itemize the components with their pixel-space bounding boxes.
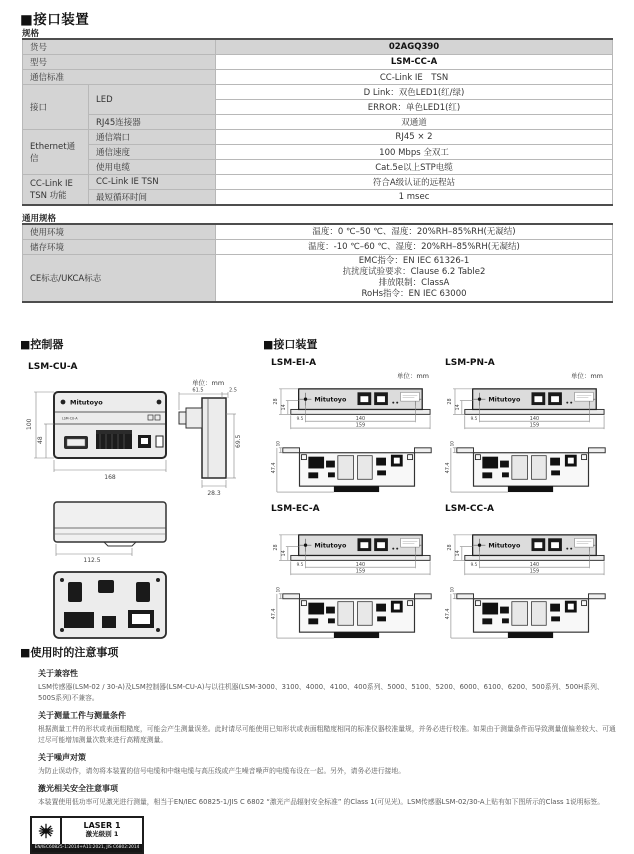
table-row [23,255,613,303]
interface-section-title: ■接口装置 [263,338,318,351]
precaution-heading: 关于兼容性 [38,669,78,678]
spec-value: 100 Mbps 全双工 [216,145,613,160]
interface-drawing-section [263,336,617,648]
model-label: LSM-EC-A [271,504,320,514]
precaution-body: LSM传感器(LSM-02 / 30-A)及LSM控制器(LSM-CU-A)与以往机器(LSM-3000、3100、4000、4100、400系列、5000、5100、5200、6000、6100、6200、500系列、500H系列、500S系列)不兼容。 [38,683,604,702]
svg-text:69.5: 69.5 [235,434,242,448]
table-row [23,130,613,145]
table-row [23,190,613,206]
precaution-compatibility [38,668,616,704]
gen-value: 温度：0 ℃–50 ℃、湿度：20%RH–85%RH(无凝结) [216,224,613,240]
interface-bottom-drawing [271,437,443,496]
table-row [23,160,613,175]
ce-line: 排放限制：ClassA [378,278,450,288]
table-row [23,115,613,130]
interface-drawing-lsm-ec-a [271,504,443,646]
spec-label: 货号 [23,39,216,55]
spec-sublabel: 通信端口 [89,130,216,145]
spec-value: 符合A级认证的远程站 [216,175,613,190]
controller-front-side-drawing [22,386,248,504]
laser-standards-strip: EN/IEC60825-1:2014+A11:2021, JIS C6802:2014 [32,844,142,852]
general-table-title: 通用规格 [22,214,57,224]
spec-value: D Link：双色LED1(红/绿) [216,85,613,100]
interface-front-drawing [271,382,443,433]
spec-value: 1 msec [216,190,613,206]
interface-front-drawing [271,528,443,579]
model-label: LSM-EI-A [271,358,317,368]
precaution-heading: 关于测量工件与测量条件 [38,711,126,720]
spec-value: RJ45 × 2 [216,130,613,145]
laser-class-line-cn: 激光级别 1 [85,830,119,838]
interface-front-drawing [445,382,617,433]
spec-label: 型号 [23,55,216,70]
interface-drawing-lsm-cc-a [445,504,617,646]
precaution-heading: 关于噪声对策 [38,753,86,762]
precaution-noise [38,752,616,777]
controller-model-label: LSM-CU-A [28,362,78,372]
interface-drawing-lsm-ei-a [271,358,443,500]
spec-value: 02AGQ390 [216,39,613,55]
gen-value: 温度：-10 ℃–60 ℃、湿度：20%RH–85%RH(无凝结) [216,240,613,255]
precaution-measurement [38,710,616,746]
interface-drawing-lsm-pn-a [445,358,617,500]
spec-value: 双通道 [216,115,613,130]
interface-front-drawing [445,528,617,579]
ce-line: EMC指令：EN IEC 61326-1 [358,256,470,266]
model-label: LSM-PN-A [445,358,495,368]
gen-label: 使用环境 [23,224,216,240]
interface-drawing-grid [271,358,617,646]
precaution-body: 为防止误动作，请勿将本装置的信号电缆和中继电缆与高压线或产生噪音噪声的电缆布设在一起。另外，请务必进行接地。 [38,767,406,775]
unit-label: 单位：mm [570,372,603,380]
unit-label-spacer [271,517,443,528]
interface-bottom-drawing [445,437,617,496]
spec-group-label: CC-Link IE TSN 功能 [23,175,89,206]
precaution-body: 根据测量工件的形状或表面粗糙度，可能会产生测量误差。此时请尽可能使用已知形状或表面粗糙度相同的标准仪器校准量规，并务必进行校准。如果由于测量条件而导致测量值偏差较大、可通过尽可能增加测量次数来进行高精度测量。 [38,725,616,744]
spec-value: Cat.5e以上STP电缆 [216,160,613,175]
svg-text:100: 100 [26,418,33,430]
spec-group-label: 接口 [23,85,89,130]
svg-text:28.3: 28.3 [207,490,221,497]
laser-class-label [30,816,144,854]
spec-table-title: 规格 [22,29,40,39]
page-title: ■接口装置 [20,12,90,28]
table-row [23,70,613,85]
controller-drawing-section [20,336,260,648]
precaution-body: 本装置使用低功率可见激光进行测量，相当于EN/IEC 60825-1/JIS C 6802 “激光产品辐射安全标准” 的Class 1(可见光)。LSM传感器LSM-02/30-A上贴有如下图所示的Class 1说明标签。 [38,798,605,806]
table-row [23,175,613,190]
spec-value: ERROR：单色LED1(红) [216,100,613,115]
gen-label: CE标志/UKCA标志 [23,255,216,303]
spec-label: 通信标准 [23,70,216,85]
table-row [23,39,613,55]
svg-text:48: 48 [37,436,44,444]
controller-unit-label: 单位：mm [192,379,225,387]
interface-bottom-drawing [271,583,443,642]
svg-text:112.5: 112.5 [83,557,101,564]
laser-label-text [62,818,142,844]
ce-line: 抗扰度试验要求：Clause 6.2 Table2 [342,267,486,277]
spec-sublabel: LED [89,85,216,115]
laser-label-top [32,818,142,844]
gen-label: 储存环境 [23,240,216,255]
laser-class-line: LASER 1 [83,821,121,830]
ce-line: RoHs指令：EN IEC 63000 [361,289,467,299]
precautions-section [20,644,616,854]
svg-text:168: 168 [104,474,116,481]
spec-sublabel: 通信速度 [89,145,216,160]
spec-value: CC-Link IE TSN [216,70,613,85]
controller-section-title: ■控制器 [20,338,64,351]
interface-bottom-drawing [445,583,617,642]
model-label: LSM-CC-A [445,504,495,514]
laser-starburst-icon [32,818,62,844]
table-row [23,85,613,100]
precaution-heading: 激光相关安全注意事项 [38,784,118,793]
spec-sublabel: 使用电缆 [89,160,216,175]
svg-text:61.5: 61.5 [192,387,204,394]
spec-sublabel: RJ45连接器 [89,115,216,130]
spec-group-label: Ethernet通信 [23,130,89,175]
table-row [23,55,613,70]
controller-top-bottom-drawing [36,498,226,648]
table-row [23,224,613,240]
gen-value [216,255,613,303]
spec-sublabel: 最短循环时间 [89,190,216,206]
controller-brand-text: Mitutoyo [70,398,103,407]
table-row [23,145,613,160]
svg-text:2.5: 2.5 [229,387,237,394]
table-row [23,240,613,255]
spec-value: LSM-CC-A [216,55,613,70]
precaution-laser-safety [38,783,616,808]
general-table [22,223,613,303]
spec-sublabel: CC-Link IE TSN [89,175,216,190]
precautions-title: ■使用时的注意事项 [20,646,119,659]
controller-panel-model-text: LSM-CU-A [62,416,78,421]
unit-label: 单位：mm [396,372,429,380]
unit-label-spacer [445,517,617,528]
spec-table [22,38,613,206]
